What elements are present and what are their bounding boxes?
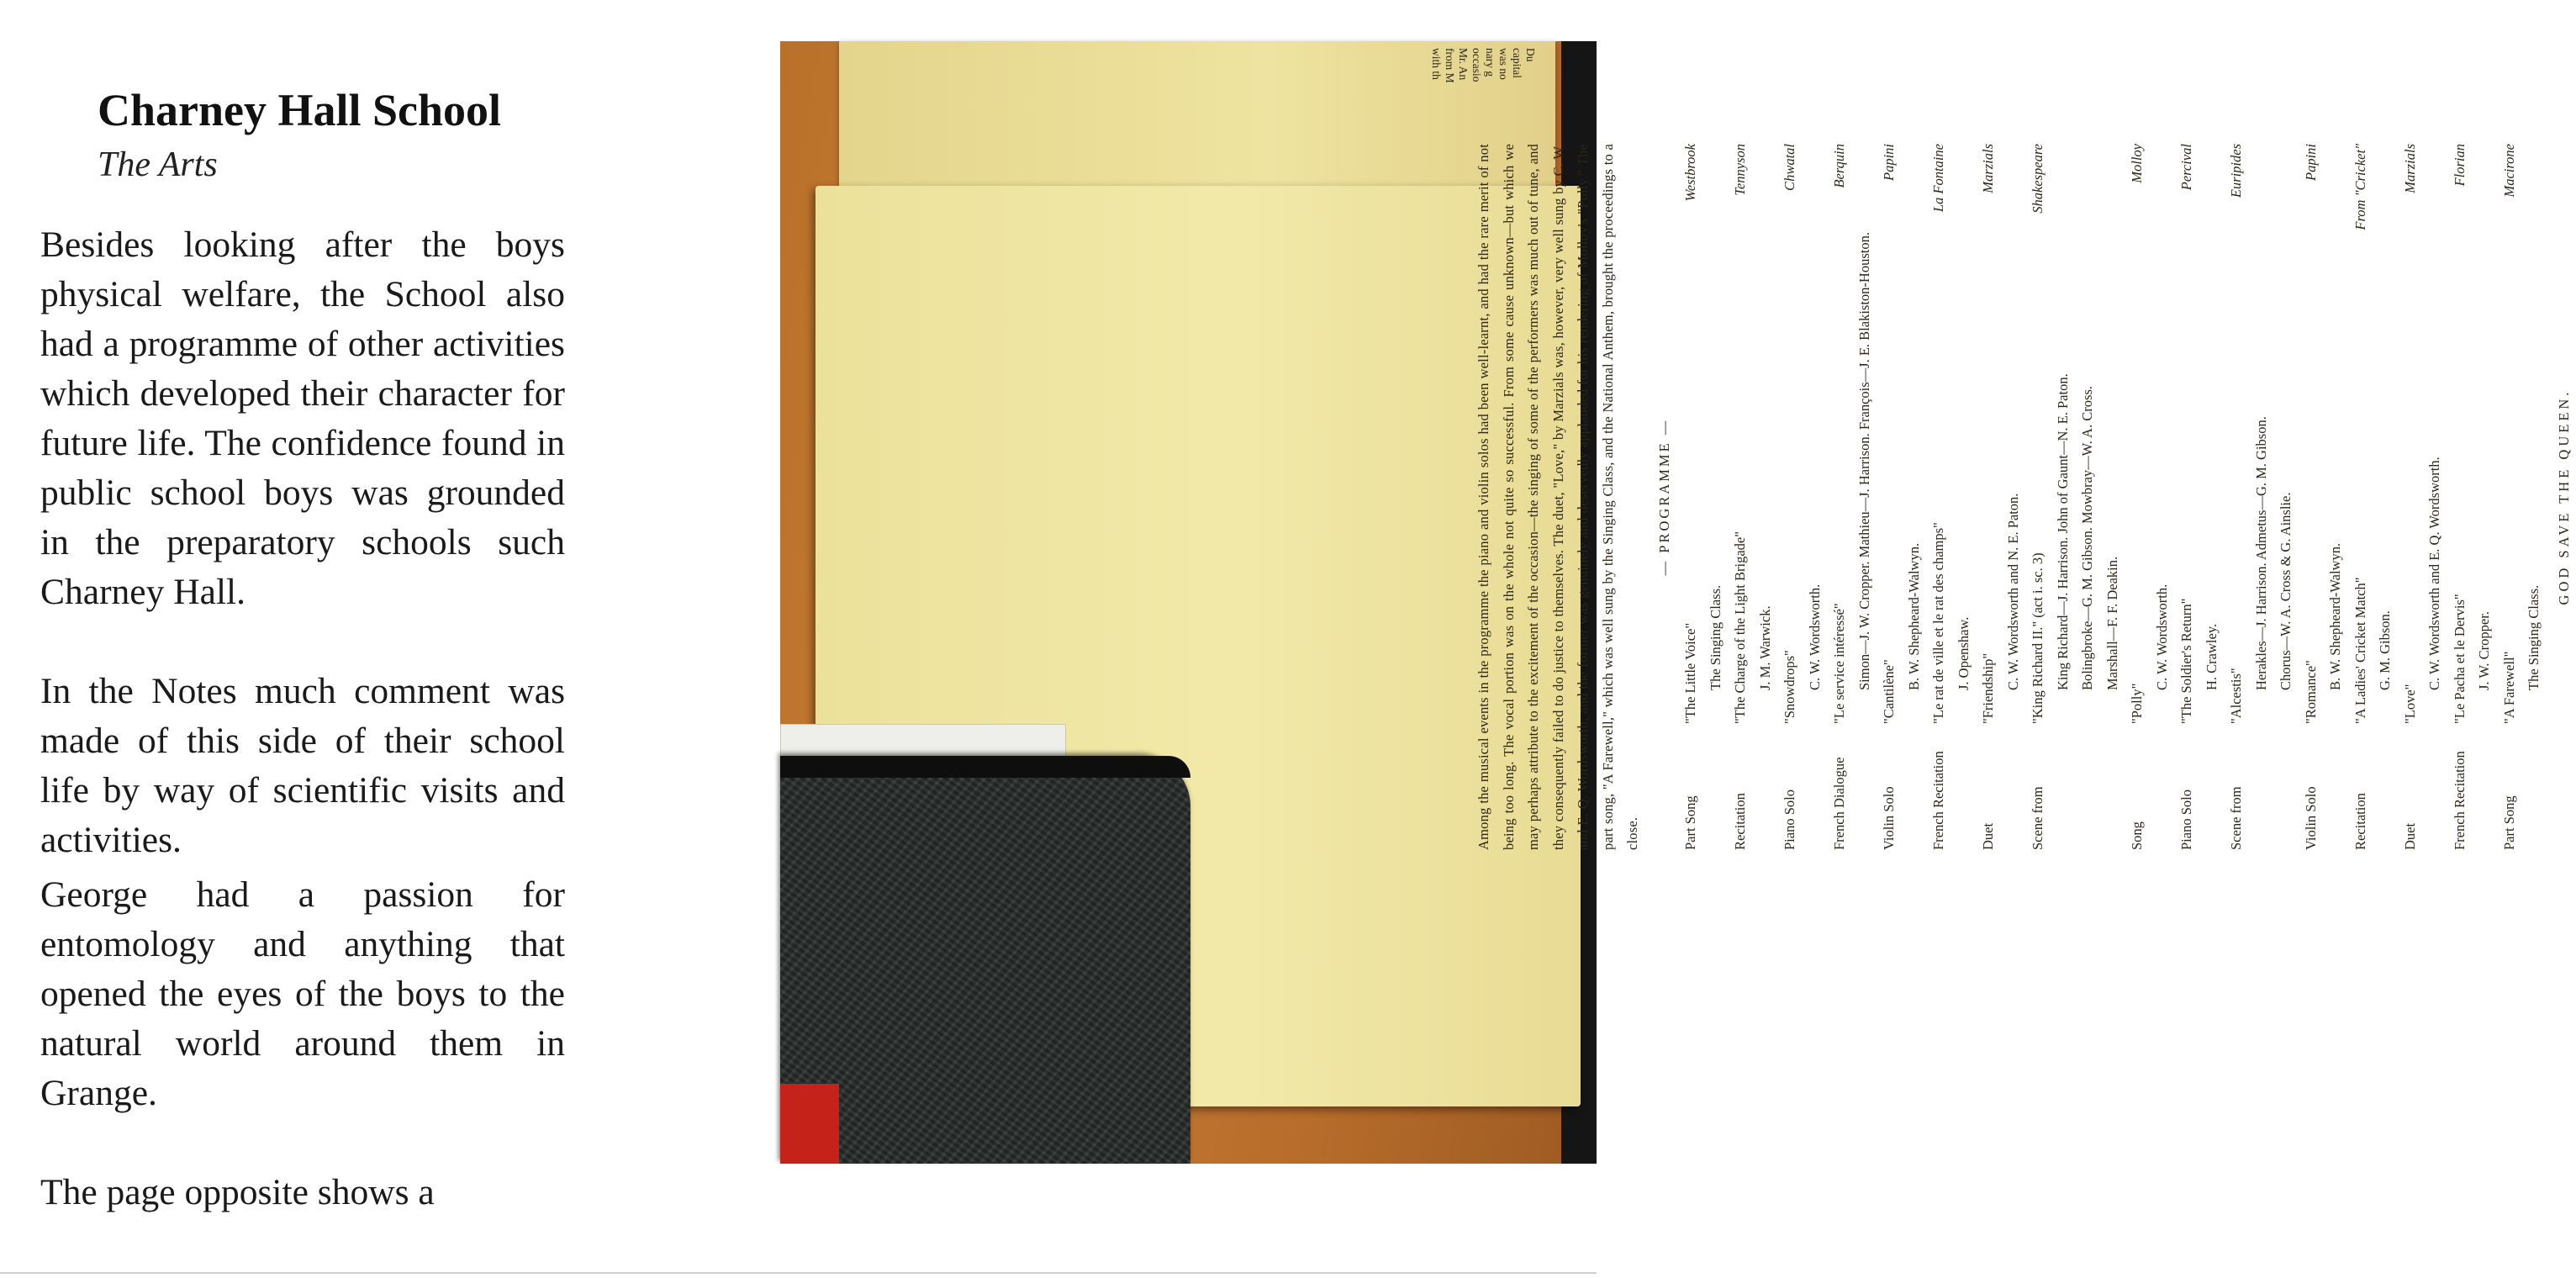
text-column [40, 0, 565, 1278]
programme-row [2273, 144, 2299, 850]
programme-item-author: Marzials [1980, 144, 1996, 193]
book-photograph [780, 41, 2572, 1164]
paragraph-3: George had a passion for entomology and anything that opened the eyes of the boys to the natural world around them in Grange. [40, 874, 565, 1113]
programme-performer: B. W. Shepheard-Walwyn. [2327, 542, 2343, 690]
programme-row [2150, 144, 2175, 850]
programme-row [1951, 144, 1977, 850]
programme-performer: B. W. Shepheard-Walwyn. [1905, 542, 1922, 690]
programme-item-title: "The Soldier's Return" [2178, 598, 2194, 724]
programme-row [1852, 144, 1877, 850]
programme-item-author: Shakespeare [2030, 144, 2045, 214]
back-page-line: capital [1511, 48, 1523, 78]
programme-row [2373, 144, 2398, 850]
body-text [40, 220, 565, 1217]
programme-item-title: "Le rat de ville et le rat des champs" [1930, 522, 1946, 724]
programme-item-title: "Cantilène" [1881, 659, 1897, 724]
page-subtitle: The Arts [98, 145, 218, 184]
programme-row [2174, 144, 2199, 850]
programme-row [1803, 144, 1828, 850]
programme-row [2100, 144, 2125, 850]
programme-item-type: Scene from [2228, 786, 2244, 850]
paragraph-4: The page opposite shows a [40, 1172, 435, 1212]
programme-row [2521, 144, 2547, 850]
programme-item-type: Duet [2401, 822, 2418, 850]
programme-item-title: "Alcestis" [2228, 668, 2244, 724]
programme-row [2447, 144, 2473, 850]
programme-row [1902, 144, 1927, 850]
back-page-line: nary g [1484, 48, 1497, 77]
programme-row [1753, 144, 1778, 850]
notebook [780, 756, 1190, 1164]
programme-row [2001, 144, 2026, 850]
page-title: Charney Hall School [98, 85, 502, 135]
programme-item-title: "Polly" [2129, 683, 2145, 724]
programme-item-title: "Love" [2401, 684, 2418, 724]
programme-row [2497, 144, 2522, 850]
programme-row [1827, 144, 1852, 850]
programme-performer: Chorus—W. A. Cross & G. Ainslie. [2278, 492, 2294, 690]
back-page-line: from M [1444, 48, 1456, 83]
programme-text [1471, 144, 2572, 850]
programme-performer: Marshall—F. F. Deakin. [2104, 556, 2120, 690]
programme-row [2299, 144, 2324, 850]
programme-row [1703, 144, 1729, 850]
programme-row [2224, 144, 2249, 850]
programme-item-type: Scene from [2030, 786, 2045, 850]
programme-item-author: Papini [1881, 144, 1897, 181]
programme-row [2125, 144, 2150, 850]
programme-item-title: "The Charge of the Light Brigade" [1732, 531, 1748, 724]
programme-item-type: Piano Solo [1782, 790, 1797, 850]
programme-performer: Bolingbroke—G. M. Gibson. Mowbray—W. A. Cross. [2079, 386, 2095, 690]
programme-list [1678, 144, 2547, 850]
programme-item-author: Marzials [2401, 144, 2418, 193]
programme-item-title: "King Richard II." (act i. sc. 3) [2030, 552, 2045, 724]
programme-item-type: French Dialogue [1831, 757, 1847, 850]
programme-performer: G. M. Gibson. [2377, 610, 2393, 690]
programme-item-title: "The Little Voice" [1682, 622, 1698, 724]
programme-item-title: "Romance" [2302, 660, 2319, 724]
programme-item-author: Molloy [2129, 144, 2145, 183]
programme-item-type: Recitation [2352, 793, 2368, 850]
programme-item-type: French Recitation [1930, 751, 1946, 850]
programme-intro: Among the musical events in the programme the piano and violin solos had been well-learnt, and had the rare merit of not being too long. The vocal portion was on the whole not quite so successful. From some cause unknown—but which we may perhaps attribute to the excitement of the occasion—the singing of some of the performers was much out of tune, and they consequently failed to do justice to themselves. The duet, "Love," by Marzials was, however, very well sung by C. W. and E. Q. Wordsworth, and the former was genuinely and deservedly applauded for his rendering of Molloy's "Polly." The part song, "A Farewell," which was well sung by the Singing Class, and the National Anthem, brought the proceedings to a close. [1475, 144, 1640, 850]
back-page-line: was no [1497, 48, 1510, 80]
programme-item-type: Part Song [2500, 795, 2517, 850]
programme-row [2075, 144, 2100, 850]
programme-performer: C. W. Wordsworth and N. E. Paton. [2004, 493, 2021, 690]
paragraph-2: In the Notes much comment was made of this side of their school life by way of scientific visits and activities. [40, 671, 565, 860]
programme-heading: — PROGRAMME — [1655, 418, 1672, 576]
programme-row [2051, 144, 2076, 850]
programme-item-title: "Friendship" [1980, 652, 1996, 724]
programme-closing: GOD SAVE THE QUEEN. [2555, 388, 2572, 605]
back-page-line: with th [1430, 48, 1443, 80]
programme-item-author: Euripides [2228, 144, 2244, 198]
programme-row [1728, 144, 1753, 850]
programme-performer: C. W. Wordsworth and E. Q. Wordsworth. [2426, 457, 2442, 690]
programme-item-author: Percival [2178, 144, 2194, 191]
programme-row [1678, 144, 1703, 850]
programme-item-type: Part Song [1682, 795, 1698, 850]
programme-item-type: Duet [1980, 822, 1996, 850]
programme-item-title: "Le Pacha et le Dervis" [2451, 594, 2468, 724]
programme-row [2348, 144, 2373, 850]
programme-item-type: Violin Solo [2302, 786, 2319, 850]
programme-performer: H. Crawley. [2203, 623, 2220, 690]
programme-row [2472, 144, 2497, 850]
programme-item-author: La Fontaine [1930, 144, 1946, 213]
programme-row [2199, 144, 2225, 850]
programme-item-author: Florian [2451, 144, 2468, 187]
programme-performer: Simon—J. W. Cropper. Mathieu—J. Harrison. François—J. E. Blakiston-Houston. [1855, 232, 1872, 690]
programme-row [2249, 144, 2274, 850]
programme-row [2398, 144, 2423, 850]
programme-item-type: Recitation [1732, 793, 1748, 850]
back-page-line: Du [1524, 48, 1537, 62]
programme-item-title: "A Ladies' Cricket Match" [2352, 577, 2368, 724]
programme-performer: C. W. Wordsworth. [2153, 584, 2170, 690]
programme-item-author: Tennyson [1732, 144, 1748, 196]
programme-item-author: Macirone [2500, 144, 2517, 198]
bottom-rule [0, 1272, 1597, 1274]
programme-item-title: "Snowdrops" [1782, 650, 1797, 724]
programme-item-author: Chwatal [1782, 144, 1797, 191]
paragraph-1: Besides looking after the boys physical welfare, the School also had a programme of other activities which developed their character for future life. The confidence found in public school boys was grounded in the preparatory schools such Charney Hall. [40, 224, 565, 612]
programme-item-author: From "Cricket" [2352, 144, 2368, 230]
programme-row [1777, 144, 1803, 850]
programme-performer: Herakles—J. Harrison. Admetus—G. M. Gibson. [2252, 416, 2269, 690]
back-page-line: Mr. An [1457, 48, 1470, 81]
programme-row [2422, 144, 2447, 850]
programme-item-author: Westbrook [1682, 144, 1698, 202]
programme-performer: J. W. Cropper. [2476, 611, 2492, 690]
programme-row [1976, 144, 2001, 850]
programme-row [2323, 144, 2348, 850]
programme-performer: J. Openshaw. [1955, 616, 1972, 690]
programme-performer: The Singing Class. [1707, 584, 1723, 690]
back-page-line: occasio [1470, 48, 1483, 82]
programme-item-author: Papini [2302, 144, 2319, 181]
programme-item-type: French Recitation [2451, 751, 2468, 850]
programme-performer: King Richard—J. Harrison. John of Gaunt—N. E. Paton. [2054, 373, 2071, 690]
red-tab [780, 1084, 839, 1164]
programme-item-type: Piano Solo [2178, 790, 2194, 850]
programme-item-author: Berquin [1831, 144, 1847, 188]
programme-performer: The Singing Class. [2526, 584, 2542, 690]
programme-row [1877, 144, 1902, 850]
programme-row [2025, 144, 2051, 850]
programme-performer: J. M. Warwick. [1756, 605, 1773, 690]
programme-item-type: Violin Solo [1881, 786, 1897, 850]
programme-performer: C. W. Wordsworth. [1806, 584, 1823, 690]
programme-row [1926, 144, 1951, 850]
programme-item-title: "Le service intéressé" [1831, 603, 1847, 724]
notebook-band [780, 756, 1190, 778]
programme-item-title: "A Farewell" [2500, 651, 2517, 724]
programme-item-type: Song [2129, 821, 2145, 850]
